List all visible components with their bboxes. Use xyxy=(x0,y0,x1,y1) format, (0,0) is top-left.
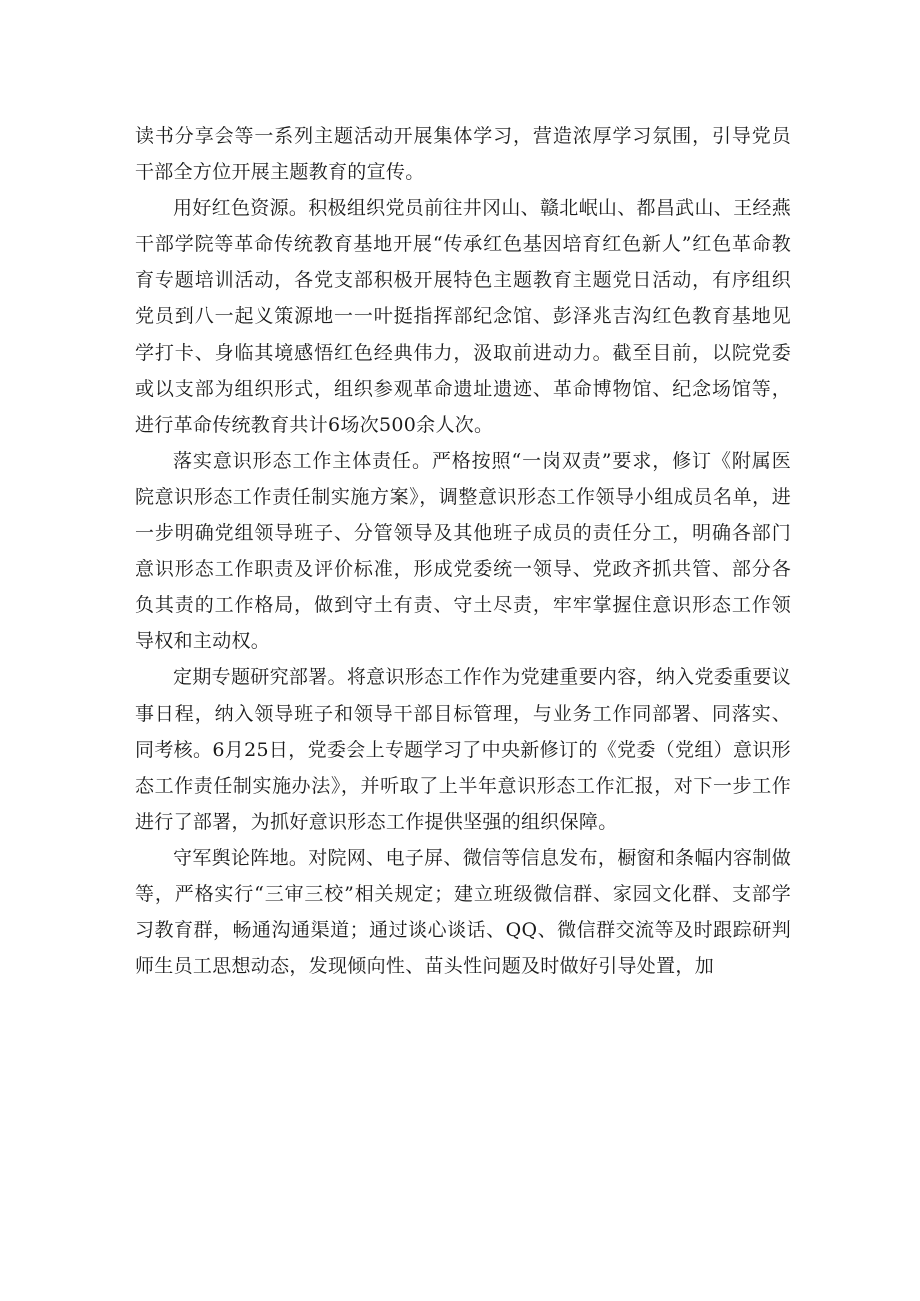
paragraph-regular-research: 定期专题研究部署。将意识形态工作作为党建重要内容，纳入党委重要议事日程，纳入领导班子和领导干部目标管理，与业务工作同部署、同落实、同考核。6月25日，党委会上专题学习了中央新修订的《党委（党组）意识形态工作责任制实施办法》，并听取了上半年意识形态工作汇报，对下一步工作进行了部署，为抓好意识形态工作提供坚强的组织保障。 xyxy=(135,666,791,833)
paragraph-public-opinion: 守军舆论阵地。对院网、电子屏、微信等信息发布，橱窗和条幅内容制做等，严格实行“三审三校”相关规定；建立班级微信群、家园文化群、支部学习教育群，畅通沟通渠道；通过谈心谈话、QQ、微信群交流等及时跟踪研判师生员工思想动态，发现倾向性、苗头性问题及时做好引导处置，加 xyxy=(135,846,791,978)
document-body xyxy=(135,118,791,984)
paragraph-continuation: 读书分享会等一系列主题活动开展集体学习，营造浓厚学习氛围，引导党员干部全方位开展主题教育的宣传。 xyxy=(135,125,791,184)
paragraph-red-resources: 用好红色资源。积极组织党员前往井冈山、赣北岷山、都昌武山、王经燕干部学院等革命传统教育基地开展“传承红色基因培育红色新人”红色革命教育专题培训活动，各党支部积极开展特色主题教育主题党日活动，有序组织党员到八一起义策源地一一叶挺指挥部纪念馆、彭泽兆吉沟红色教育基地见学打卡、身临其境感悟红色经典伟力，汲取前进动力。截至目前，以院党委或以支部为组织形式，组织参观革命遗址遗迹、革命博物馆、纪念场馆等，进行革命传统教育共计6场次500余人次。 xyxy=(135,197,791,436)
paragraph-ideology-responsibility: 落实意识形态工作主体责任。严格按照“一岗双责”要求，修订《附属医院意识形态工作责任制实施方案》，调整意识形态工作领导小组成员名单，进一步明确党组领导班子、分管领导及其他班子成员的责任分工，明确各部门意识形态工作职责及评价标准，形成党委统一领导、党政齐抓共管、部分各负其责的工作格局，做到守土有责、守土尽责，牢牢掌握住意识形态工作领导权和主动权。 xyxy=(135,449,791,653)
